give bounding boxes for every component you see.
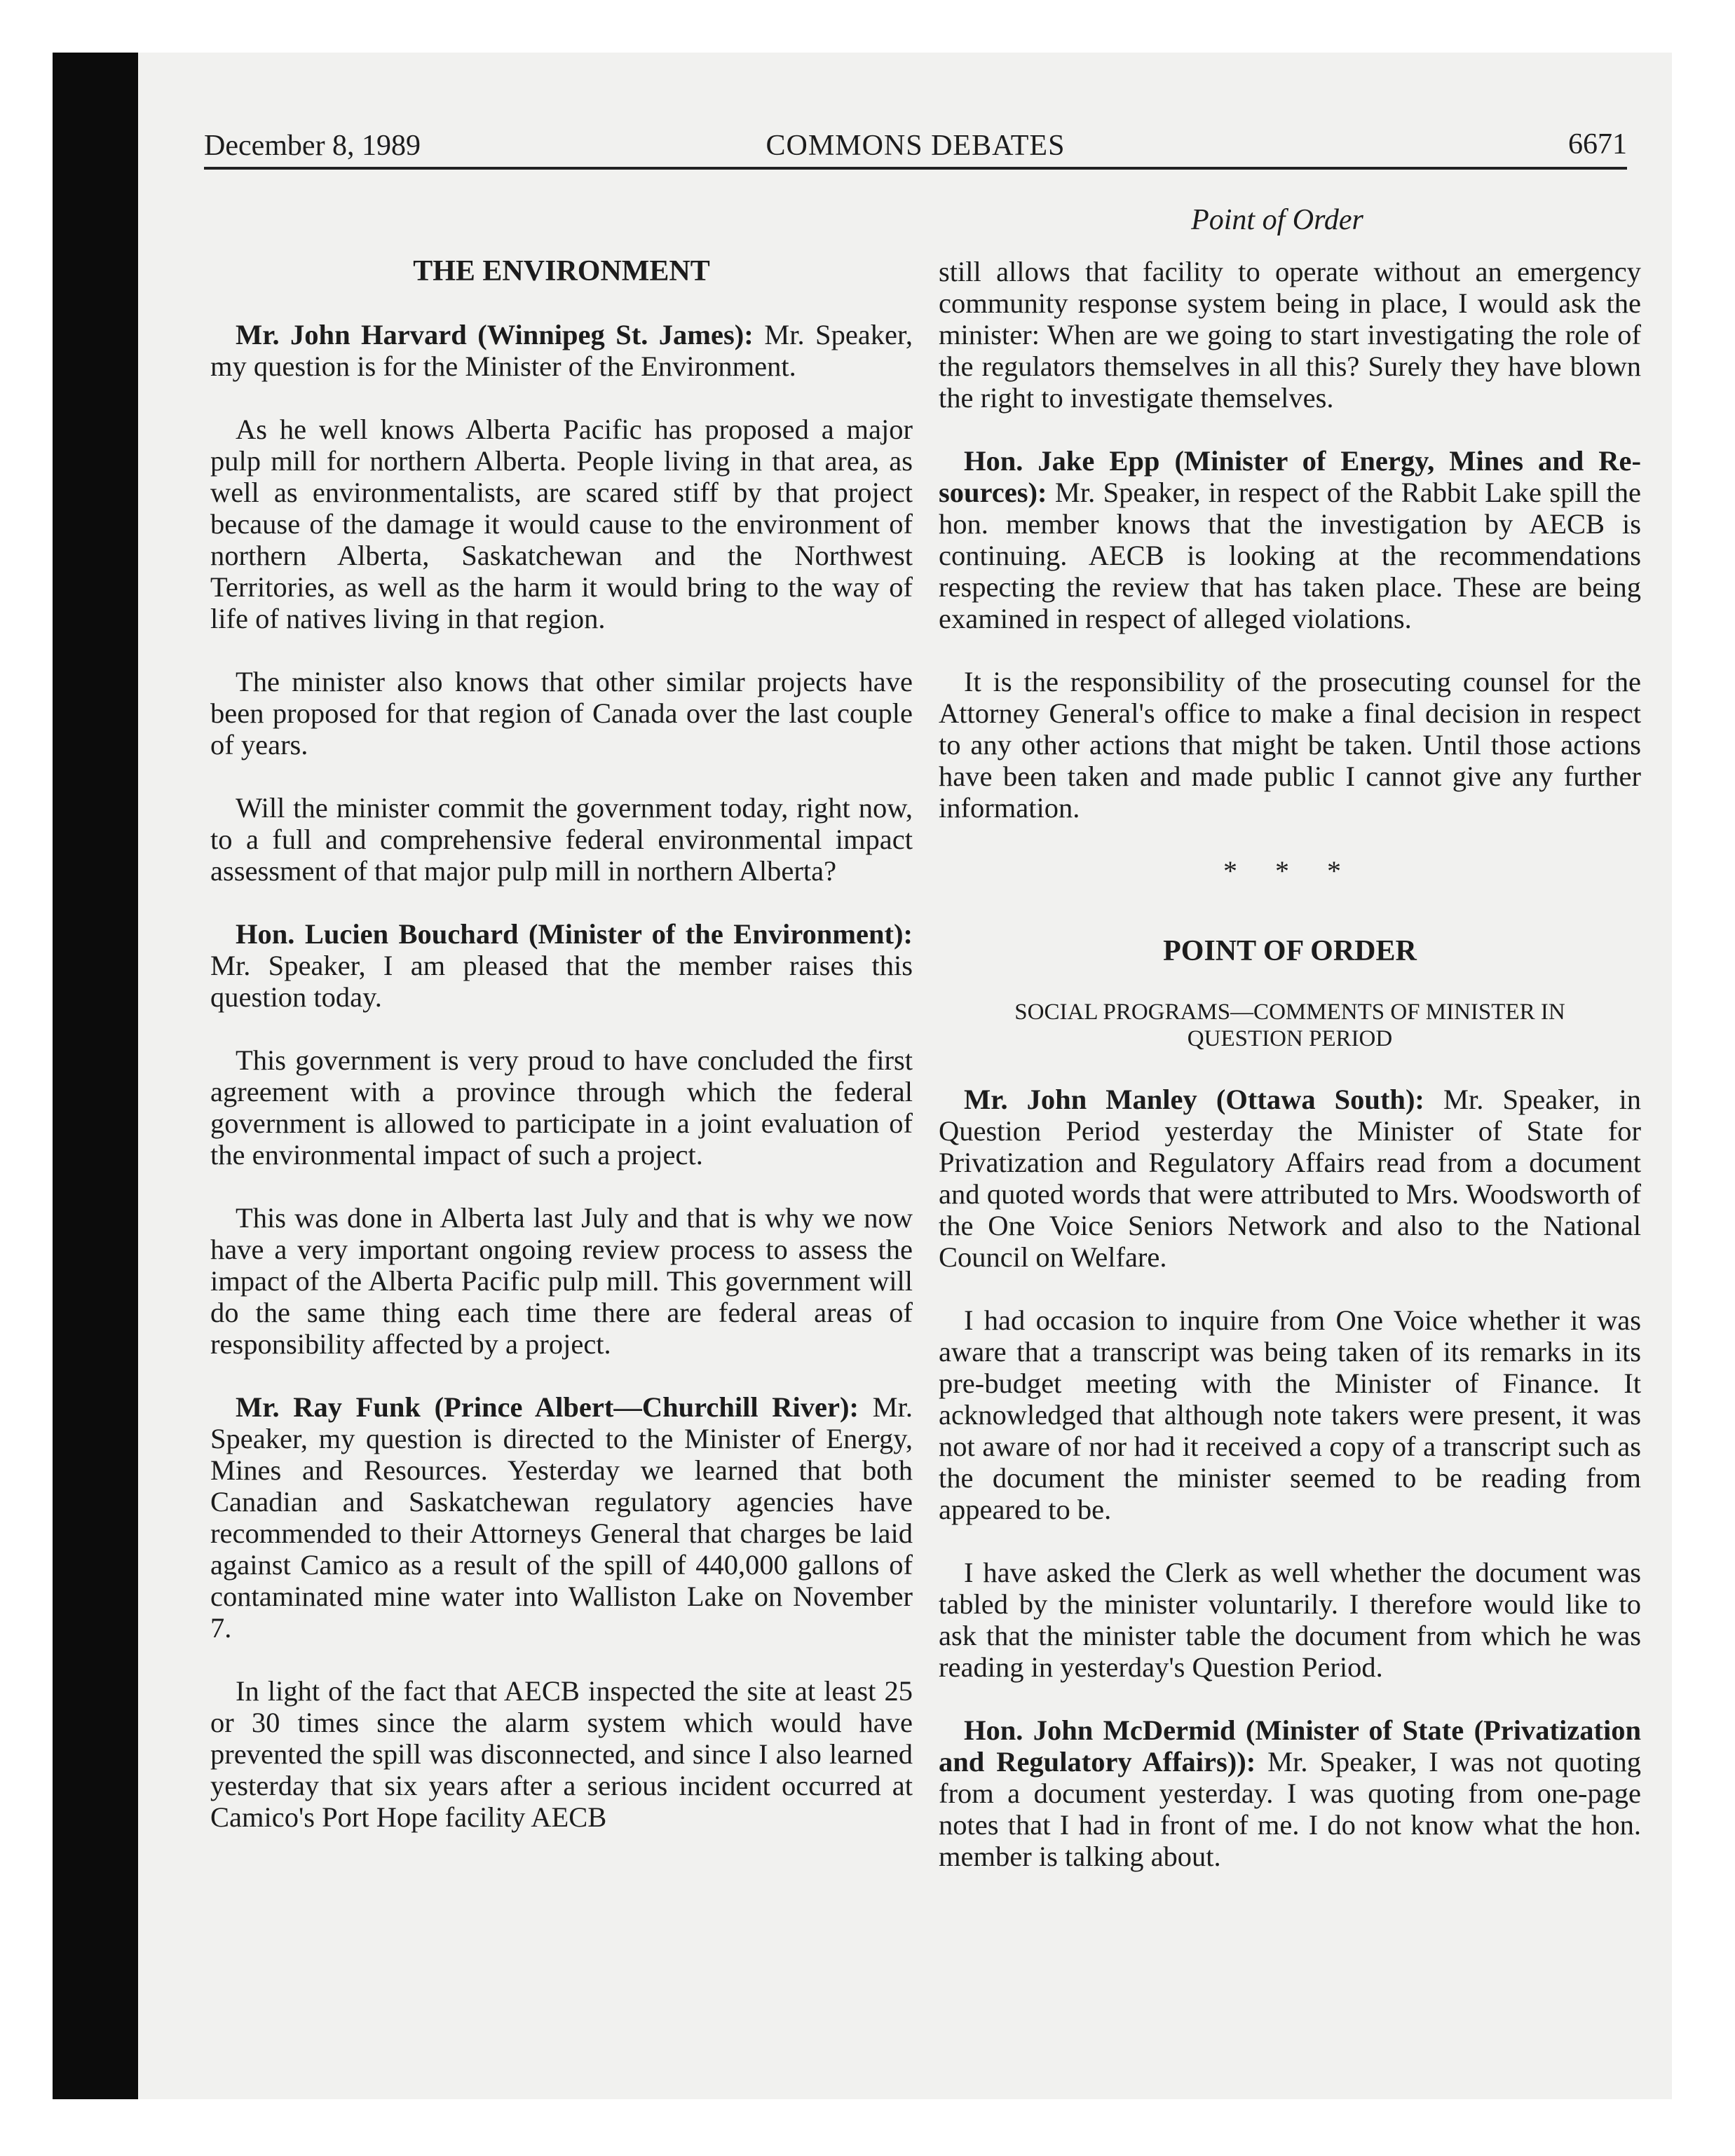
scanned-page <box>53 53 1672 2099</box>
paragraph-text: Will the minister commit the government today, right now, to a full and comprehensive federal environmental impact assessment of that major pulp mill in northern Alberta? <box>210 792 913 887</box>
speaker-name: Hon. Jake Epp (Minister of Energy, Mines and Resources): <box>939 445 1641 508</box>
paragraph <box>939 1304 1641 1525</box>
running-head: Point of Order <box>1191 204 1363 236</box>
paragraph-text: The minister also knows that other similar projects have been proposed for that region of Canada over the last couple of years. <box>210 666 913 760</box>
paragraph <box>210 414 913 634</box>
paragraph <box>210 1391 913 1644</box>
paragraph-text: Mr. Speaker, in Question Period yesterday the Minister of State for Privatization and Regulatory Affairs read from a document and quoted words that were attributed to Mrs. Woodsworth of the One Voice Seniors Network and also to the National Council on Welfare. <box>939 1084 1641 1273</box>
speaker-name: Mr. John Harvard (Winnipeg St. James): <box>236 319 754 350</box>
paragraph-text: still allows that facility to operate without an emergency community response system being in place, I would ask the minister: When are we going to start investigating the role of the regulators themselves in all this? Surely they have blown the right to investigate themselves. <box>939 256 1641 414</box>
section-heading-environment: THE ENVIRONMENT <box>413 255 710 287</box>
paragraph <box>939 1557 1641 1683</box>
speaker-name: Hon. John McDermid (Minister of State (Privatization and Regulatory Affairs)): <box>939 1714 1641 1778</box>
page-header <box>204 126 1627 170</box>
paragraph <box>939 445 1641 634</box>
paragraph <box>210 1044 913 1171</box>
paragraph-text: Mr. Speaker, my question is directed to the Minister of Energy, Mines and Resources. Yesterday we learned that both Canadian and Saskatchewan regulatory agencies have recommended to their Attorneys General that charges be laid against Camico as a result of the spill of 440,000 gallons of contaminated mine water into Walliston Lake on November 7. <box>210 1391 913 1644</box>
speaker-name: Mr. Ray Funk (Prince Albert—Churchill River): <box>236 1391 859 1423</box>
speaker-name: Mr. John Manley (Ottawa South): <box>964 1084 1424 1115</box>
paragraph <box>210 666 913 760</box>
paragraph <box>210 792 913 887</box>
section-heading-point-of-order: POINT OF ORDER <box>1163 935 1417 967</box>
paragraph-text: Mr. Speaker, I am pleased that the member raises this question today. <box>210 950 913 1013</box>
header-title: COMMONS DEBATES <box>766 130 1066 162</box>
right-column <box>939 256 1641 1904</box>
section-separator: * * * <box>1223 855 1356 887</box>
paragraph <box>939 1714 1641 1872</box>
page-number: 6671 <box>1568 128 1627 161</box>
paragraph-text: This government is very proud to have concluded the first agreement with a province through which the federal government is allowed to participate in a joint evaluation of the environmental impact of such a project. <box>210 1044 913 1171</box>
paragraph <box>210 1202 913 1360</box>
paragraph <box>939 1084 1641 1273</box>
paragraph-text: As he well knows Alberta Pacific has proposed a major pulp mill for northern Alberta. People living in that area, as well as environmentalists, are scared stiff by that project because of the damage it would cause to the environment of northern Alberta, Saskatchewan and the Northwest Territories, as well as the harm it would bring to the way of life of natives living in that region. <box>210 414 913 634</box>
subheading: SOCIAL PROGRAMS—COMMENTS OF MINISTER IN QUESTION PERIOD <box>1014 999 1565 1051</box>
paragraph-text: It is the responsibility of the prosecuting counsel for the Attorney General's office to make a final decision in respect to any other actions that might be taken. Until those actions have been taken and made public I cannot give any further information. <box>939 666 1641 824</box>
header-date: December 8, 1989 <box>204 130 421 162</box>
paragraph-text: Mr. Speaker, I was not quoting from a document yesterday. I was quoting from one-page notes that I had in front of me. I do not know what the hon. member is talking about. <box>939 1746 1641 1872</box>
paragraph-text: Mr. Speaker, my question is for the Minister of the Environment. <box>210 319 913 382</box>
paragraph-text: I had occasion to inquire from One Voice whether it was aware that a transcript was being taken of its remarks in its pre-budget meeting with the Minister of Finance. It acknowledged that although note takers were present, it was not aware of nor had it received a copy of a transcript such as the document the minister seemed to be reading from appeared to be. <box>939 1304 1641 1525</box>
paragraph-text: Mr. Speaker, in respect of the Rabbit Lake spill the hon. member knows that the investigation by AECB is continuing. AECB is looking at the recommendations respecting the review that has taken place. These are being examined in respect of alleged violations. <box>939 477 1641 634</box>
continued-paragraph <box>939 256 1641 414</box>
paragraph <box>210 918 913 1013</box>
left-column <box>210 256 913 1864</box>
paragraph <box>210 319 913 382</box>
paragraph <box>939 666 1641 824</box>
binding-edge <box>53 53 138 2099</box>
speaker-name: Hon. Lucien Bouchard (Minister of the Environment): <box>236 918 913 950</box>
paragraph-text: This was done in Alberta last July and that is why we now have a very important ongoing review process to assess the impact of the Alberta Pacific pulp mill. This government will do the same thing each time there are federal areas of responsibility affected by a project. <box>210 1202 913 1360</box>
paragraph <box>210 1675 913 1833</box>
paragraph-text: In light of the fact that AECB inspected the site at least 25 or 30 times since the alarm system which would have prevented the spill was disconnected, and since I also learned yesterday that six years after a serious incident occurred at Camico's Port Hope facility AECB <box>210 1675 913 1833</box>
paragraph-text: I have asked the Clerk as well whether the document was tabled by the minister voluntarily. I therefore would like to ask that the minister table the document from which he was reading in yesterday's Question Period. <box>939 1557 1641 1683</box>
